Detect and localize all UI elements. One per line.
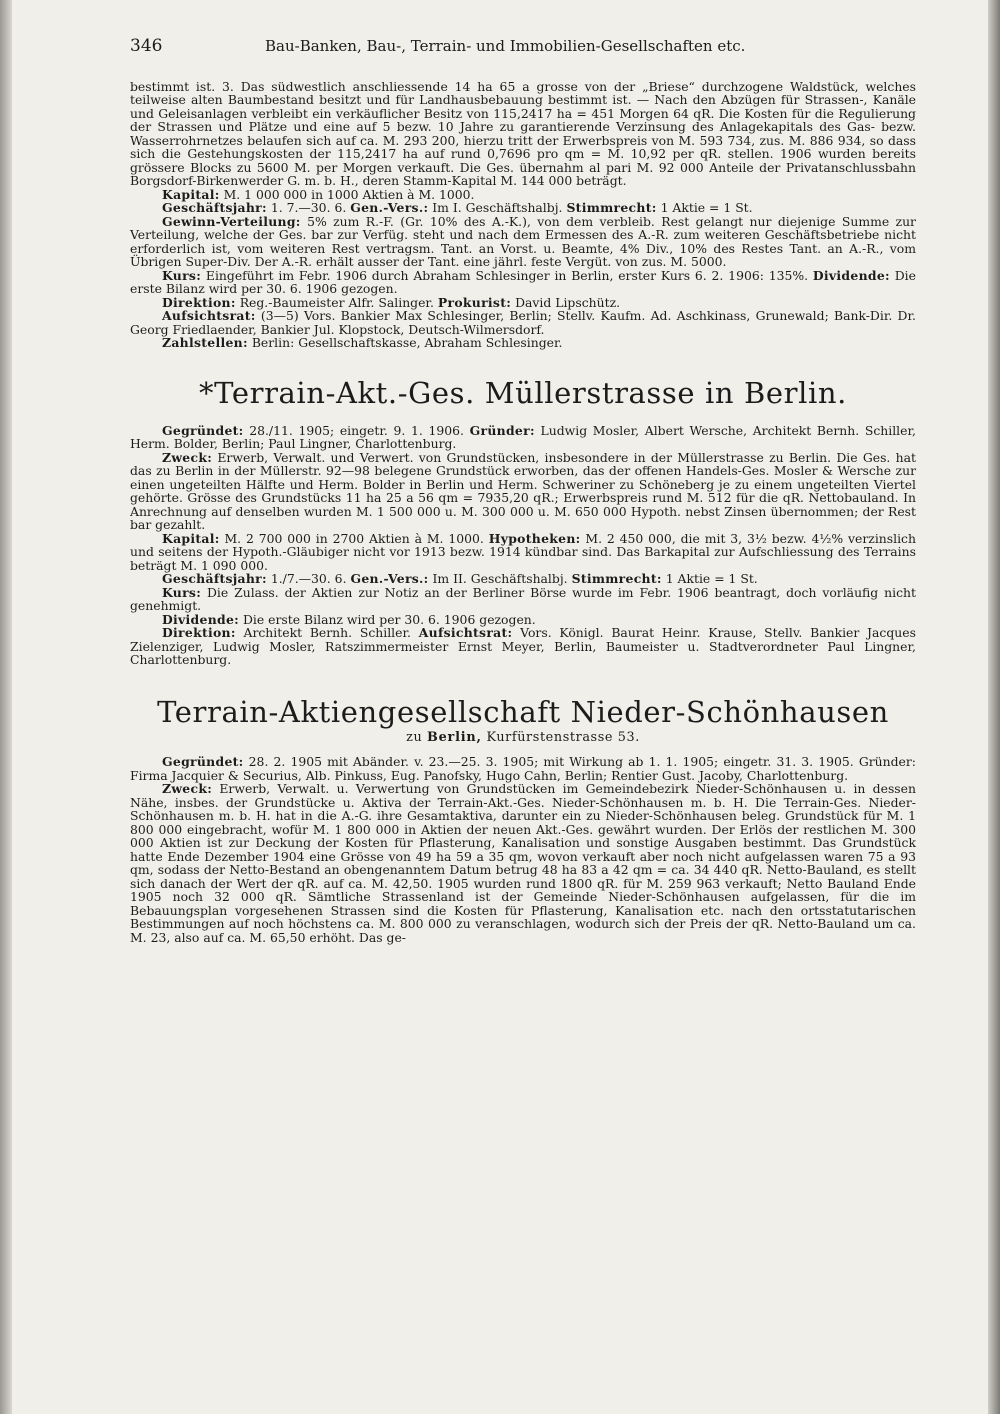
section-nieder-schoenhausen: [130, 695, 916, 945]
page-number: 346: [130, 36, 163, 56]
zweck-text: Erwerb, Verwalt. u. Verwertung von Grundstücken im Gemeindebezirk Nieder-Schönhausen u. in dessen Nähe, insbes. der Grundstücke u. Aktiva der Terrain-Akt.-Ges. Nieder-Schönhausen m. b. H. Die Terrain-Ges. Nieder-Schönhausen m. b. H. hat in die A.-G. ihre Gesamtaktiva, darunter ein zu Nieder-Schönhausen beleg. Grundstück für M. 1 800 000 eingebracht, wofür M. 1 800 000 in Aktien der neuen Akt.-Ges. gewährt wurden. Der Erlös der restlichen M. 300 000 Aktien ist zur Deckung der Kosten für Pflasterung, Kanalisation und sonstige Ausgaben bestimmt. Das Grundstück hatte Ende Dezember 1904 eine Grösse von 49 ha 59 a 35 qm, wovon verkauft aber noch nicht aufgelassen waren 75 a 93 qm, sodass der Netto-Bestand an obengenanntem Datum betrug 48 ha 83 a 42 qm = ca. 34 440 qR. Netto-Bauland, es stellt sich danach der Wert der qR. auf ca. M. 42,50. 1905 wurden rund 1800 qR. für M. 259 963 verkauft; Netto Bauland Ende 1905 noch 32 000 qR. Sämtliche Strassenland ist der Gemeinde Nieder-Schönhausen aufgelassen, für die im Bebauungsplan vorgesehenen Strassen sind die Kosten für Pflasterung, Kanalisation etc. nach den ortsstatutarischen Bestimmungen auf noch höchstens ca. M. 800 000 zu veranschlagen, wodurch sich der Preis der qR. Netto-Bauland um ca. M. 23, also auf ca. M. 65,50 erhöht. Das ge-: [130, 781, 916, 945]
stimmrecht-text: 1 Aktie = 1 St.: [665, 571, 758, 586]
zweck-text: Erwerb, Verwalt. und Verwert. von Grundstücken, insbesondere in der Müllerstrasse zu Berlin. Die Ges. hat das zu Berlin in der Müllerstr. 92—98 belegene Grundstück erworben, das der offenen Handels-Ges. Mosler & Wersche zur einen ungeteilten Hälfte und Herm. Bolder in Berlin und Herm. Schweriner zu Schöneberg je zu einem ungeteilten Viertel gehörte. Grösse des Grundstücks 11 ha 25 a 56 qm = 7935,20 qR.; Erwerbspreis rund M. 512 für die qR. Nettobauland. In Anrechnung auf denselben wurden M. 1 500 000 u. M. 300 000 u. M. 650 000 Hypoth. nebst Zinsen übernommen; der Rest bar gezahlt.: [130, 449, 916, 532]
aufsichtsrat-label: Aufsichtsrat:: [418, 625, 513, 640]
section-subtitle: [130, 731, 916, 745]
subtitle-street: Kurfürstenstrasse 53.: [486, 729, 640, 745]
zweck-entry: [130, 451, 916, 532]
zahlstellen-label: Zahlstellen:: [162, 335, 248, 350]
gegruendet-entry: [130, 755, 916, 782]
intro-paragraph: bestimmt ist. 3. Das südwestlich anschliessende 14 ha 65 a grosse von der „Briese“ durchzogene Waldstück, welches teilweise alten Baumbestand besitzt und für Landhausbebauung bestimmt ist. — Nach den Abzügen für Strassen-, Kanäle und Geleisanlagen verbleibt ein verkäuflicher Besitz von 115,2417 ha = 451 Morgen 64 qR. Die Kosten für die Regulierung der Strassen und Plätze und eine auf 5 bezw. 10 Jahre zu garantierende Verzinsung des Anlagekapitals des Gas- bezw. Wasserrohrnetzes belaufen sich auf ca. M. 293 200, hierzu tritt der Erwerbspreis von M. 593 734, zus. M. 886 934, so dass sich die Gestehungskosten der 115,2417 ha auf rund 0,7696 pro qm = M. 10,92 per qR. stellen. 1906 wurden bereits grössere Blocks zu 5600 M. per Morgen verkauft. Die Ges. übernahm al pari M. 92 000 Anteile der Privatanschlussbahn Borgsdorf-Birkenwerder G. m. b. H., deren Stamm-Kapital M. 144 000 beträgt.: [130, 78, 916, 188]
zweck-label: Zweck:: [162, 449, 213, 465]
scan-edge-left: [0, 0, 12, 1414]
dividende-entry: [130, 613, 916, 627]
prokurist-text: David Lipschütz.: [515, 294, 621, 310]
kurs-text: Die Zulass. der Aktien zur Notiz an der Berliner Börse wurde im Febr. 1906 beantragt, doch vorläufig nicht genehmigt.: [130, 584, 916, 613]
geschaeftsjahr-text: 1./7.—30. 6.: [270, 571, 347, 586]
page-header: [130, 36, 916, 56]
geschaeftsjahr-entry: [130, 572, 916, 586]
running-title: Bau-Banken, Bau-, Terrain- und Immobilien-Gesellschaften etc.: [265, 37, 746, 55]
kapital-text: M. 2 700 000 in 2700 Aktien à M. 1000.: [224, 530, 484, 546]
zweck-entry: [130, 782, 916, 944]
subtitle-city: Berlin,: [426, 729, 482, 745]
aufsichtsrat-text: Vors. Königl. Baurat Heinr. Krause, Stellv. Bankier Jacques Zielenziger, Ludwig Mosler, Ratszimmermeister Ernst Meyer, Berlin, Baumeister u. Stadtverordneter Paul Lingner, Charlottenburg.: [130, 625, 916, 667]
kapital-text: M. 1 000 000 in 1000 Aktien à M. 1000.: [223, 186, 475, 202]
dividende-text: Die erste Bilanz wird per 30. 6. 1906 gezogen.: [243, 611, 536, 627]
direktion-text: Reg.-Baumeister Alfr. Salinger.: [239, 294, 434, 310]
hypotheken-text: M. 2 450 000, die mit 3, 3½ bezw. 4½% verzinslich und seitens der Hypoth.-Gläubiger nicht vor 1913 bezw. 1914 kündbar sind. Das Barkapital zur Aufschliessung des Terrains beträgt M. 1 090 000.: [130, 530, 916, 573]
kapital-entry: [130, 188, 916, 202]
subtitle-prefix: zu: [406, 729, 423, 745]
aufsichtsrat-entry: [130, 309, 916, 336]
kurs-label: Kurs:: [162, 584, 202, 600]
gewinn-label: Gewinn-Verteilung:: [162, 213, 301, 229]
aufsichtsrat-label: Aufsichtsrat:: [162, 308, 256, 323]
gegruendet-label: Gegründet:: [162, 422, 244, 438]
genvers-text: Im II. Geschäftshalbj.: [432, 571, 568, 586]
aufsichtsrat-text: (3—5) Vors. Bankier Max Schlesinger, Berlin; Stellv. Kaufm. Ad. Aschkinass, Grunewald; Bank-Dir. Dr. Georg Friedlaender, Bankier Jul. Klopstock, Deutsch-Wilmersdorf.: [130, 308, 916, 337]
direktion-text: Architekt Bernh. Schiller.: [243, 625, 411, 640]
geschaeftsjahr-label: Geschäftsjahr:: [162, 200, 267, 215]
genvers-text: Im I. Geschäftshalbj.: [432, 200, 563, 215]
dividende-label: Dividende:: [812, 267, 890, 283]
section-title: Terrain-Aktiengesellschaft Nieder-Schönhausen: [157, 694, 889, 729]
kurs-entry: [130, 269, 916, 296]
gruender-label: Gründer:: [469, 422, 535, 438]
direktion-entry: [130, 296, 916, 310]
dividende-label: Dividende:: [162, 611, 240, 627]
gegruendet-label: Gegründet:: [162, 754, 244, 769]
direktion-entry: [130, 626, 916, 667]
scan-edge-right: [988, 0, 1000, 1414]
gruender-text: Ludwig Mosler, Albert Wersche, Architekt Bernh. Schiller, Herm. Bolder, Berlin; Paul Lingner, Charlottenburg.: [130, 422, 916, 451]
zahlstellen-text: Berlin: Gesellschaftskasse, Abraham Schlesinger.: [251, 335, 563, 350]
prokurist-label: Prokurist:: [437, 294, 512, 310]
kapital-label: Kapital:: [162, 530, 220, 546]
section-continuation: [130, 80, 916, 350]
geschaeftsjahr-entry: [130, 201, 916, 215]
geschaeftsjahr-label: Geschäftsjahr:: [162, 571, 267, 586]
kurs-text: Eingeführt im Febr. 1906 durch Abraham Schlesinger in Berlin, erster Kurs 6. 2. 1906: 135%.: [205, 267, 809, 283]
stimmrecht-label: Stimmrecht:: [566, 200, 657, 215]
geschaeftsjahr-text: 1. 7.—30. 6.: [270, 200, 347, 215]
zweck-label: Zweck:: [162, 781, 213, 796]
gegruendet-text: 28. 2. 1905 mit Abänder. v. 23.—25. 3. 1905; mit Wirkung ab 1. 1. 1905; eingetr. 31. 3. 1905. Gründer: Firma Jacquier & Securius, Alb. Pinkuss, Eug. Panofsky, Hugo Cahn, Berlin; Rentier Gust. Jacoby, Charlottenburg.: [130, 754, 916, 783]
kurs-entry: [130, 586, 916, 613]
section-title: *Terrain-Akt.-Ges. Müllerstrasse in Berlin.: [199, 375, 847, 410]
kapital-label: Kapital:: [162, 186, 220, 202]
section-muellerstrasse: [130, 376, 916, 667]
kapital-entry: [130, 532, 916, 573]
dividende-text: Die erste Bilanz wird per 30. 6. 1906 gezogen.: [130, 267, 916, 296]
gewinn-text: 5% zum R.-F. (Gr. 10% des A.-K.), von dem verbleib. Rest gelangt nur diejenige Summe zur Verteilung, welche der Ges. bar zur Verfüg. steht und nach dem Ermessen des A.-R. zum weiteren Geschäftsbetriebe nicht erforderlich ist, vom weiteren Rest vertragsm. Tant. an Vorst. u. Beamte, 4% Div., 10% des Restes Tant. an A.-R., vom Übrigen Super-Div. Der A.-R. erhält ausser der Tant. eine jährl. feste Vergüt. von zus. M. 5000.: [130, 213, 916, 269]
stimmrecht-text: 1 Aktie = 1 St.: [660, 200, 753, 215]
direktion-label: Direktion:: [162, 294, 236, 310]
book-page: [130, 36, 916, 1400]
hypotheken-label: Hypotheken:: [488, 530, 581, 546]
gegruendet-text: 28./11. 1905; eingetr. 9. 1. 1906.: [249, 422, 464, 438]
genvers-label: Gen.-Vers.:: [350, 571, 429, 586]
zahlstellen-entry: [130, 336, 916, 350]
genvers-label: Gen.-Vers.:: [350, 200, 429, 215]
kurs-label: Kurs:: [162, 267, 202, 283]
gewinn-entry: [130, 215, 916, 269]
direktion-label: Direktion:: [162, 625, 236, 640]
stimmrecht-label: Stimmrecht:: [571, 571, 662, 586]
gegruendet-entry: [130, 424, 916, 451]
